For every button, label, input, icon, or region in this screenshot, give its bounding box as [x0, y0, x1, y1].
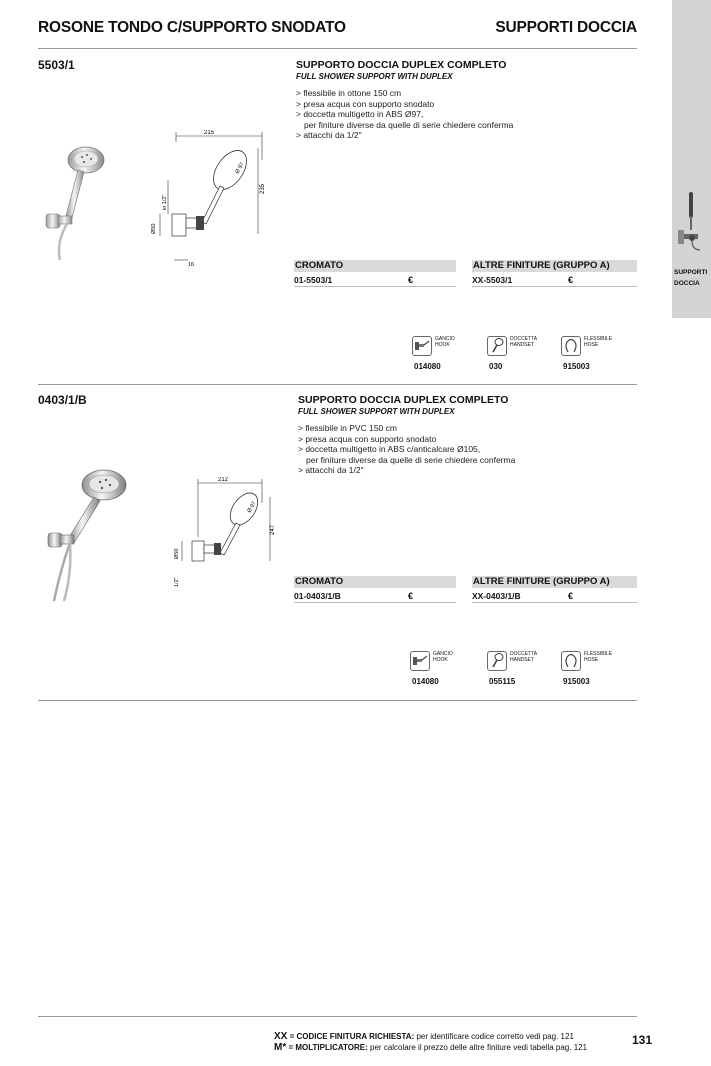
technical-drawing: [138, 130, 266, 272]
article-code: XX-0403/1/B: [472, 591, 521, 601]
dim-height: 247: [270, 524, 276, 535]
dim-width: 215: [204, 130, 215, 136]
price-header-chrome: CROMATO: [294, 260, 456, 272]
product-title: SUPPORTO DOCCIA DUPLEX COMPLETO: [298, 394, 509, 406]
section-title: SUPPORTI DOCCIA: [495, 19, 637, 36]
accessory-code: 055115: [489, 677, 516, 686]
feature-item: > presa acqua con supporto snodato: [298, 433, 437, 444]
feature-item: > doccetta multigetto in ABS Ø97,: [296, 109, 424, 119]
hose-icon: [562, 337, 580, 355]
page-header: [38, 19, 637, 49]
price-row-chrome: [294, 274, 456, 287]
dim-height: 235: [260, 183, 266, 194]
side-tab[interactable]: [672, 0, 711, 318]
side-tab-label: SUPPORTI DOCCIA: [674, 269, 708, 287]
feature-item: > doccetta multigetto in ABS c/anticalcare Ø105,: [298, 444, 481, 454]
currency-symbol: €: [568, 275, 574, 285]
currency-symbol: €: [408, 591, 414, 601]
product-code: 0403/1/B: [38, 393, 87, 407]
currency-symbol: €: [568, 591, 574, 601]
price-row-chrome: [294, 590, 456, 603]
article-code: 01-0403/1/B: [294, 591, 341, 601]
section-divider: [38, 700, 637, 701]
feature-list: [296, 88, 513, 141]
dim-width: 212: [218, 477, 229, 483]
feature-item: > flessibile in PVC 150 cm: [298, 423, 397, 433]
page-number: 131: [632, 1033, 653, 1047]
feature-item: per finiture diverse da quelle di serie chiedere conferma: [306, 454, 516, 465]
price-row-other: [472, 274, 637, 287]
accessory-code: 014080: [412, 677, 439, 686]
hook-icon: [411, 652, 429, 670]
feature-item: > attacchi da 1/2": [296, 130, 362, 140]
price-row-other: [472, 590, 637, 603]
feature-item: > attacchi da 1/2": [298, 465, 364, 475]
dim-head: Ø 97: [246, 500, 258, 514]
section-divider: [38, 384, 637, 385]
dim-base: Ø50: [151, 223, 157, 234]
feature-item: > flessibile in ottone 150 cm: [296, 88, 402, 98]
feature-item: > presa acqua con supporto snodato: [296, 98, 435, 109]
product-photo: [38, 142, 118, 264]
accessory-code: 014080: [414, 362, 441, 371]
product-title: SUPPORTO DOCCIA DUPLEX COMPLETO: [296, 59, 507, 71]
dim-head: Ø 97: [234, 161, 246, 175]
shower-support-icon: [676, 190, 706, 252]
hose-icon: [562, 652, 580, 670]
dim-base: Ø50: [174, 548, 180, 559]
handset-icon: [488, 652, 506, 670]
price-header-chrome: CROMATO: [294, 576, 456, 588]
dim-depth: 16: [188, 262, 195, 268]
technical-drawing: [162, 477, 278, 593]
feature-list: [298, 423, 515, 476]
product-subtitle: FULL SHOWER SUPPORT WITH DUPLEX: [296, 72, 453, 81]
product-card: 0403/1/B 212 247 Ø 97 Ø50 1/2" SUPPORTO DOCCIA DUPLEX COMPLETO FULL SHOWER SUPPORT WITH DUPLEX > flessibile in PVC 150 cm > presa acqua con supporto snodato > doccetta multigetto in ABS c/anticalcare Ø105, per finiture diverse da quelle di serie chiedere conferma > attacchi da 1/2" CROMATO ALTRE FINITURE (GRUPPO A) 01-0403/1/B € XX-0403/1/B € GANCIO HOOK 014080 DOCCETTA HANDSET 055115 FLESSIBILE HOSE 915003: [38, 393, 637, 698]
accessory-code: 030: [489, 362, 503, 371]
footer-divider: [38, 1016, 637, 1017]
price-header-other: ALTRE FINITURE (GRUPPO A): [472, 576, 637, 588]
feature-item: per finiture diverse da quelle di serie chiedere conferma: [304, 119, 514, 130]
product-subtitle: FULL SHOWER SUPPORT WITH DUPLEX: [298, 407, 455, 416]
page-title: ROSONE TONDO C/SUPPORTO SNODATO: [38, 19, 346, 36]
footer-note-xx: XX = CODICE FINITURA RICHIESTA: per identificare codice corretto vedi pag. 121: [274, 1031, 574, 1042]
product-card: 5503/1 215 235 Ø 97 Ø50 in 1/2" 16 SUPPORTO DOCCIA DUPLEX COMPLETO FULL SHOWER SUPPORT WITH DUPLEX > flessibile in ottone 150 cm > presa acqua con supporto snodato > doccetta multigetto in ABS Ø97, per finiture diverse da quelle di serie chiedere conferma > attacchi da 1/2" CROMATO ALTRE FINITURE (GRUPPO A) 01-5503/1 € XX-5503/1 € GANCIO HOOK 014080 DOCCETTA HANDSET 030 FLESSIBILE HOSE 915003: [38, 58, 637, 378]
article-code: 01-5503/1: [294, 275, 333, 285]
price-header-other: ALTRE FINITURE (GRUPPO A): [472, 260, 637, 272]
hook-icon: [413, 337, 431, 355]
product-photo: [42, 467, 132, 605]
dim-thread: in 1/2": [162, 194, 168, 210]
article-code: XX-5503/1: [472, 275, 513, 285]
accessory-code: 915003: [563, 677, 590, 686]
product-code: 5503/1: [38, 58, 75, 72]
footer-note-m: M* = MOLTIPLICATORE: per calcolare il prezzo delle altre finiture vedi tabella pag. 121: [274, 1042, 588, 1053]
currency-symbol: €: [408, 275, 414, 285]
dim-thread: 1/2": [174, 577, 180, 587]
handset-icon: [488, 337, 506, 355]
accessory-code: 915003: [563, 362, 590, 371]
